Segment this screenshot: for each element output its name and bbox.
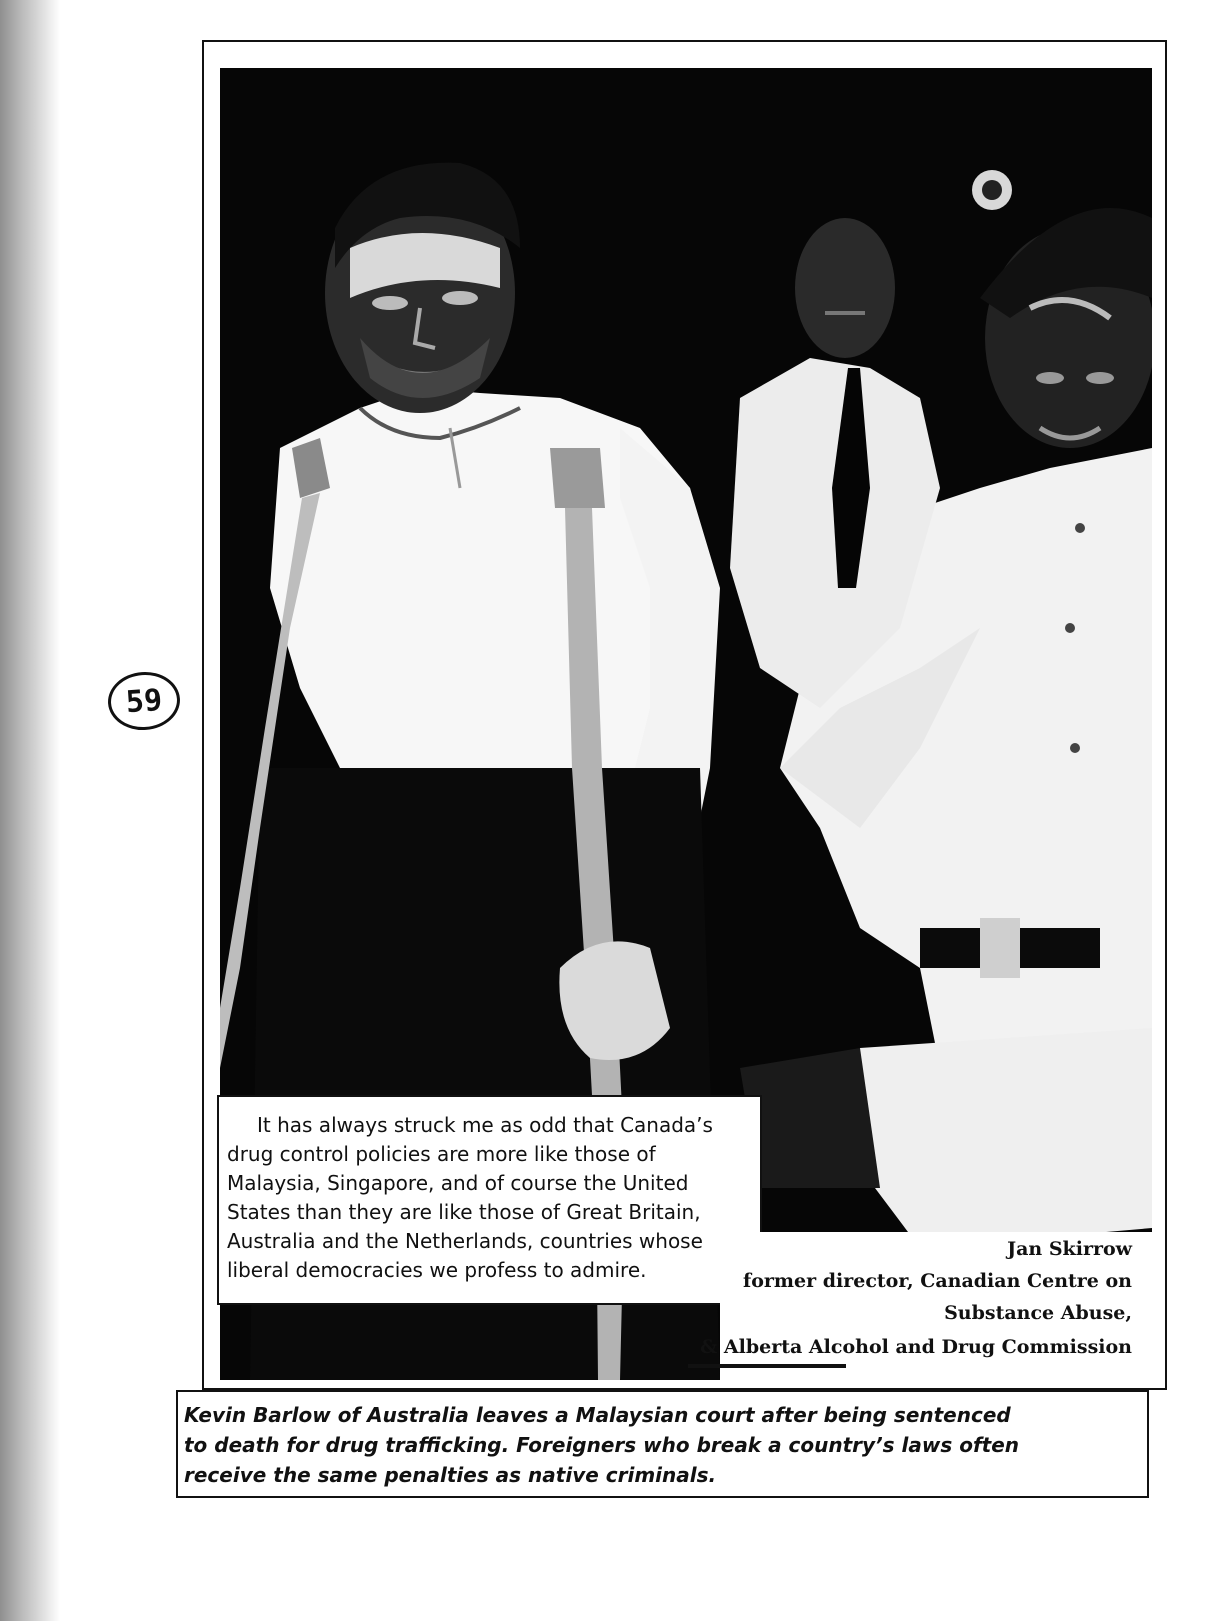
pull-quote-box <box>217 1095 762 1305</box>
quote-line: Malaysia, Singapore, and of course the United <box>227 1171 689 1195</box>
attribution-line: Substance Abuse, <box>944 1302 1132 1324</box>
quote-line: drug control policies are more like those of <box>227 1142 656 1166</box>
quote-line: liberal democracies we profess to admire. <box>227 1258 647 1282</box>
photo-caption <box>176 1390 1149 1498</box>
quote-line: Australia and the Netherlands, countries whose <box>227 1229 703 1253</box>
page-number-badge <box>106 670 182 733</box>
attribution-line: & Alberta Alcohol and Drug Commission <box>700 1336 1132 1358</box>
caption-line: receive the same penalties as native criminals. <box>184 1463 717 1487</box>
caption-line: Kevin Barlow of Australia leaves a Malaysian court after being sentenced <box>184 1403 1011 1427</box>
attribution-name: Jan Skirrow <box>1007 1238 1132 1260</box>
attribution-rule <box>688 1364 846 1368</box>
quote-line: It has always struck me as odd that Canada’s <box>257 1113 713 1137</box>
scan-binding-shadow <box>0 0 60 1621</box>
attribution-line: former director, Canadian Centre on <box>743 1270 1132 1292</box>
page-number-text: 59 <box>124 682 164 720</box>
caption-line: to death for drug trafficking. Foreigners who break a country’s laws often <box>184 1433 1020 1457</box>
quote-line: States than they are like those of Great Britain, <box>227 1200 701 1224</box>
quote-attribution <box>700 1232 1152 1380</box>
